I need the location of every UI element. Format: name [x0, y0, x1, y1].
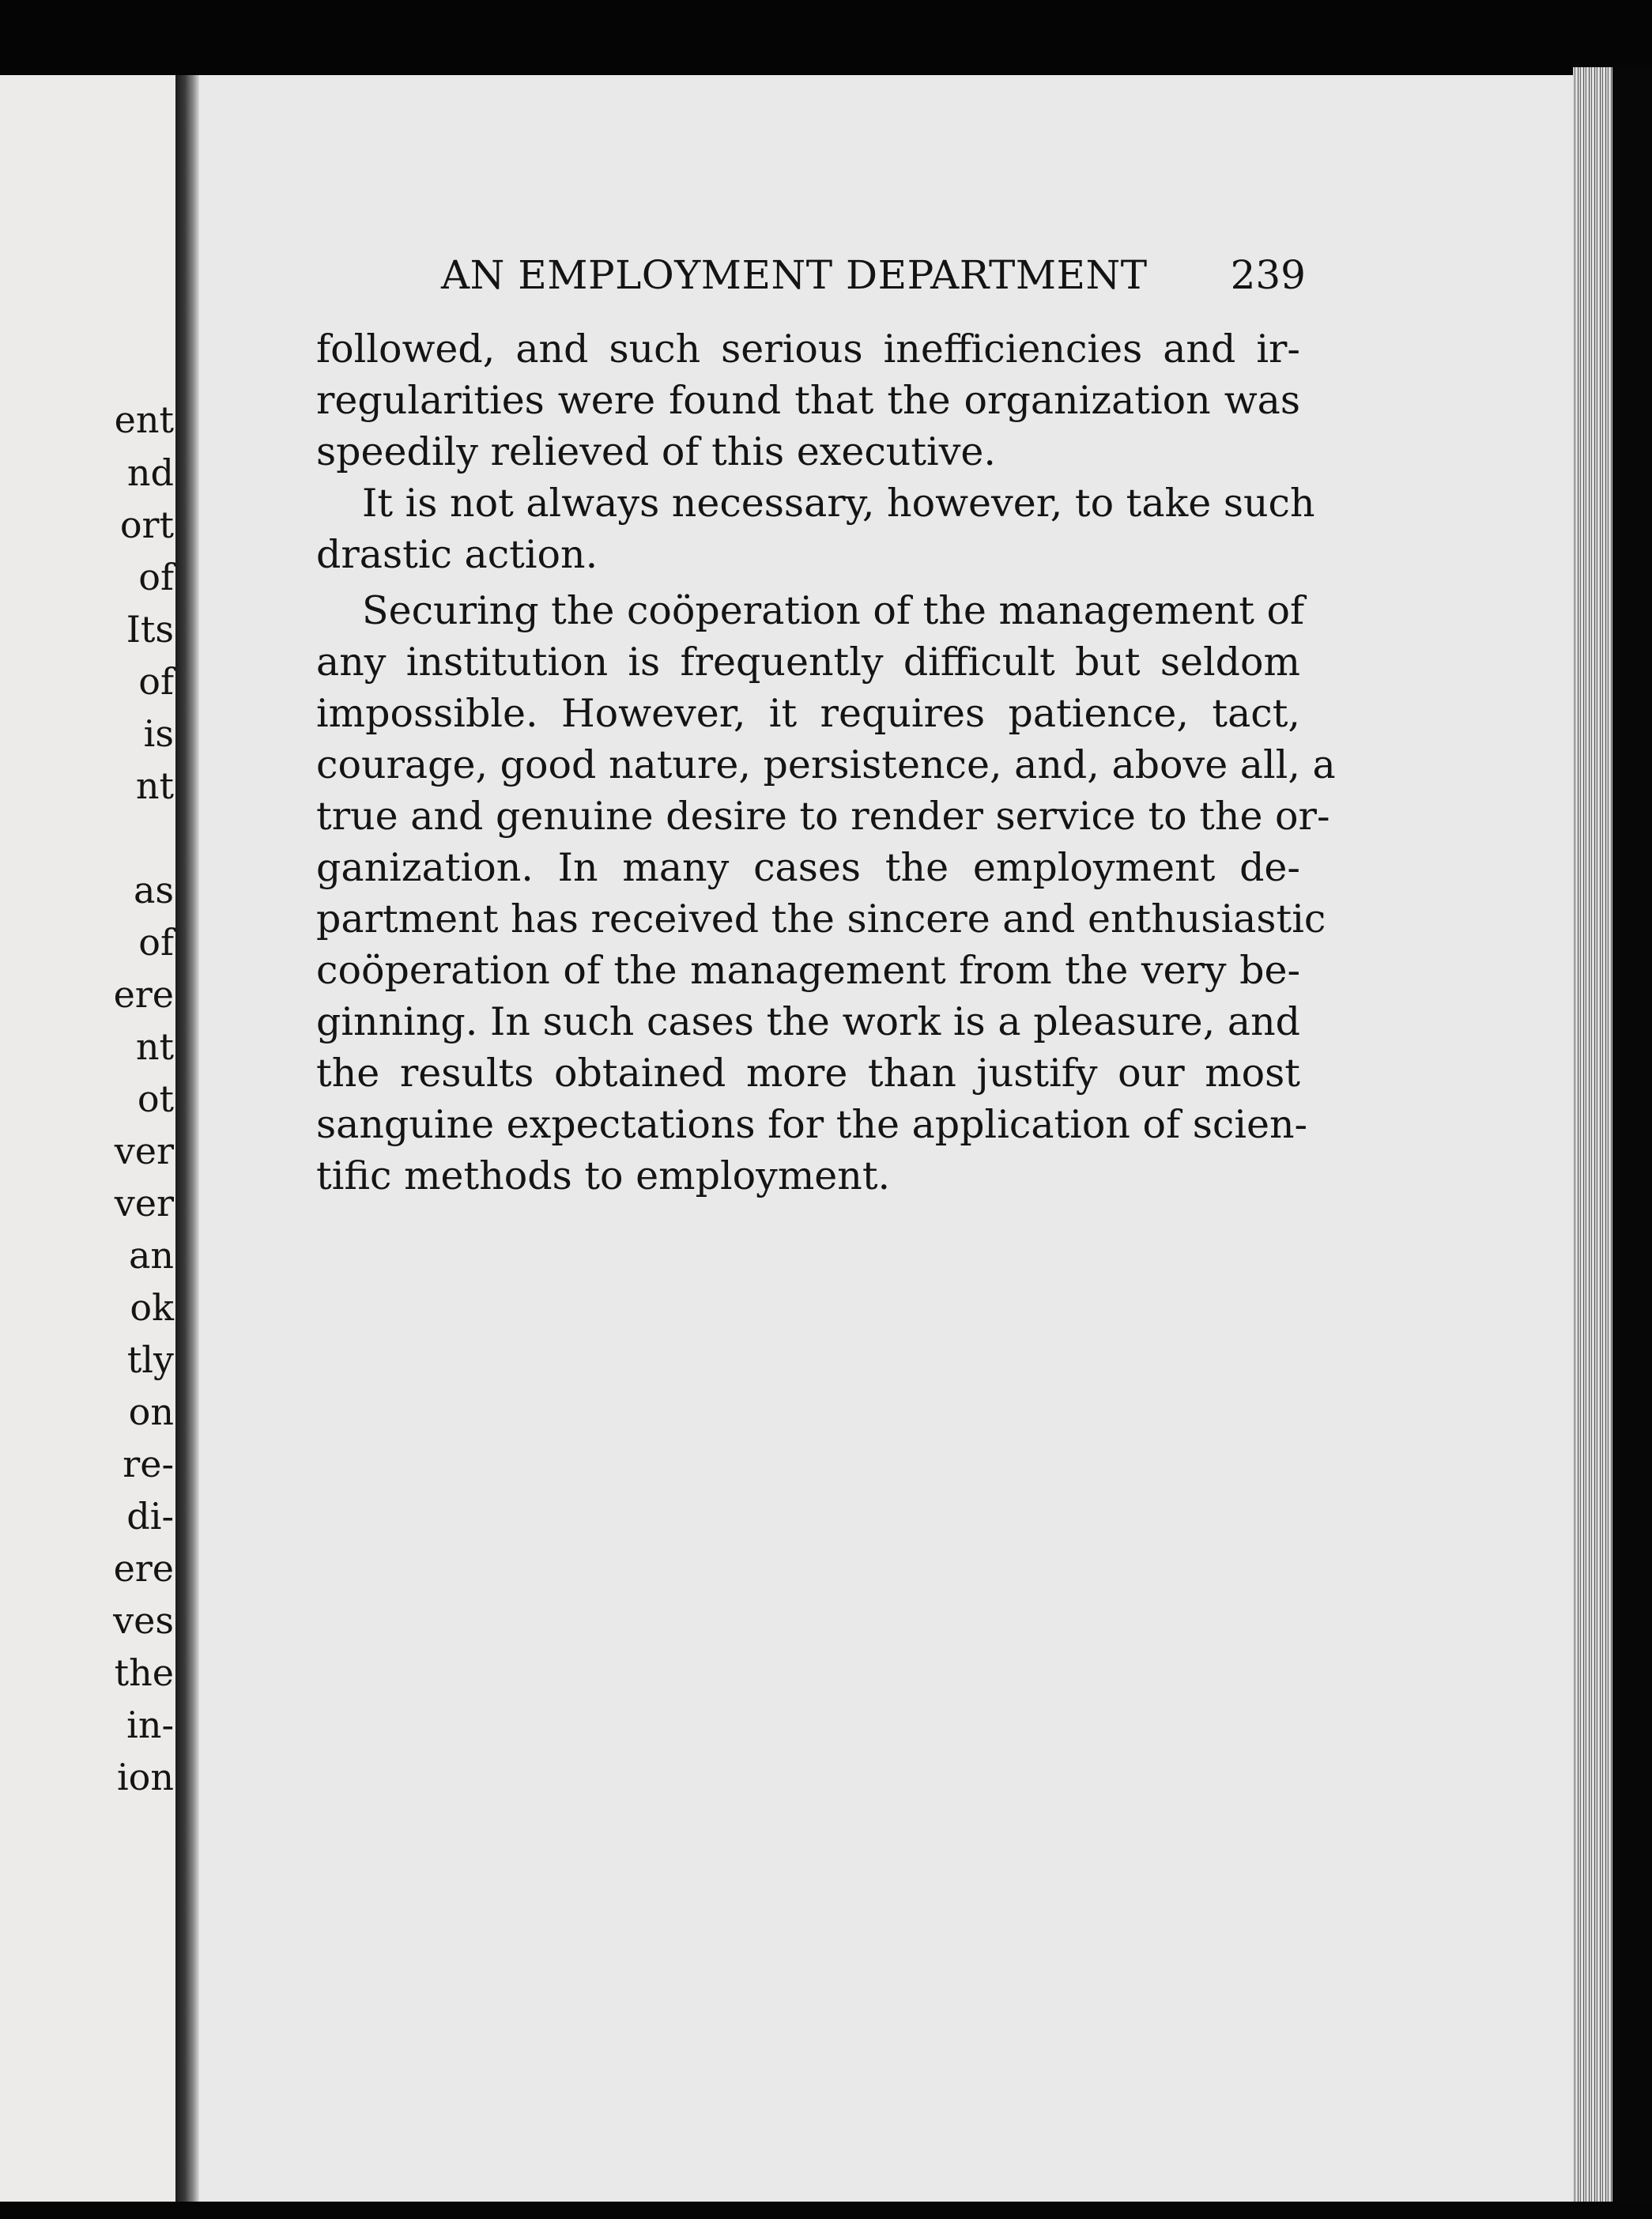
body-text-line: ganization. In many cases the employment de- [316, 845, 1300, 890]
body-text-line: the results obtained more than justify our most [316, 1051, 1300, 1096]
left-line-fragment: ion [116, 1756, 174, 1798]
left-line-fragment: ok [130, 1286, 174, 1329]
left-line-fragment: Its [126, 608, 174, 651]
scanner-right-border [1612, 67, 1652, 2219]
left-line-fragment: ent [114, 398, 174, 441]
page-block-edges [1573, 67, 1612, 2217]
left-line-fragment: on [128, 1391, 174, 1433]
body-text-line: speedily relieved of this executive. [316, 429, 996, 474]
body-text-line: drastic action. [316, 532, 598, 577]
left-line-fragment: ves [113, 1599, 174, 1642]
left-line-fragment: nd [126, 451, 174, 494]
body-text-line: impossible. However, it requires patience, tact, [316, 691, 1300, 736]
left-line-fragment: tly [126, 1338, 174, 1381]
left-line-fragment: of [138, 660, 174, 703]
left-line-fragment: ort [119, 504, 174, 546]
left-line-fragment: ver [114, 1130, 174, 1172]
left-line-fragment: ver [114, 1182, 174, 1225]
body-text-line: true and genuine desire to render service to the or- [316, 794, 1330, 839]
previous-page-fragment [0, 75, 175, 2210]
left-line-fragment: of [138, 556, 174, 598]
left-line-fragment: ere [113, 1547, 174, 1590]
page-number: 239 [1230, 252, 1306, 298]
left-line-fragment: re- [123, 1443, 174, 1485]
body-text-line: sanguine expectations for the application of scien- [316, 1102, 1308, 1147]
left-line-fragment: nt [135, 764, 174, 807]
left-line-fragment: an [128, 1234, 174, 1277]
scanner-bottom-border [0, 2202, 1652, 2219]
body-text-line: ginning. In such cases the work is a pleasure, and [316, 999, 1300, 1044]
left-line-fragment: di- [126, 1495, 174, 1538]
body-text-line: regularities were found that the organization was [316, 378, 1300, 423]
body-text-line: courage, good nature, persistence, and, above all, a [316, 742, 1336, 787]
left-line-fragment: ere [113, 973, 174, 1016]
running-head-title: AN EMPLOYMENT DEPARTMENT [441, 252, 1148, 298]
left-line-fragment: nt [135, 1025, 174, 1068]
body-text-line: any institution is frequently difficult but seldom [316, 640, 1300, 685]
body-text-line: coöperation of the management from the very be- [316, 948, 1300, 993]
scanner-top-border [0, 0, 1652, 75]
left-line-fragment: ot [137, 1077, 174, 1120]
body-text-line: followed, and such serious inefficiencies and ir- [316, 326, 1300, 372]
left-line-fragment: as [133, 869, 174, 911]
body-text-line: tific methods to employment. [316, 1153, 891, 1198]
paragraph-start-line: Securing the coöperation of the management of [362, 588, 1305, 633]
left-line-fragment: is [143, 712, 174, 755]
left-line-fragment: the [114, 1651, 174, 1694]
left-line-fragment: in- [126, 1704, 174, 1746]
book-gutter-shadow [175, 75, 199, 2210]
left-line-fragment: of [138, 921, 174, 964]
paragraph-start-line: It is not always necessary, however, to take such [362, 481, 1315, 526]
body-text-line: partment has received the sincere and enthusiastic [316, 896, 1326, 942]
